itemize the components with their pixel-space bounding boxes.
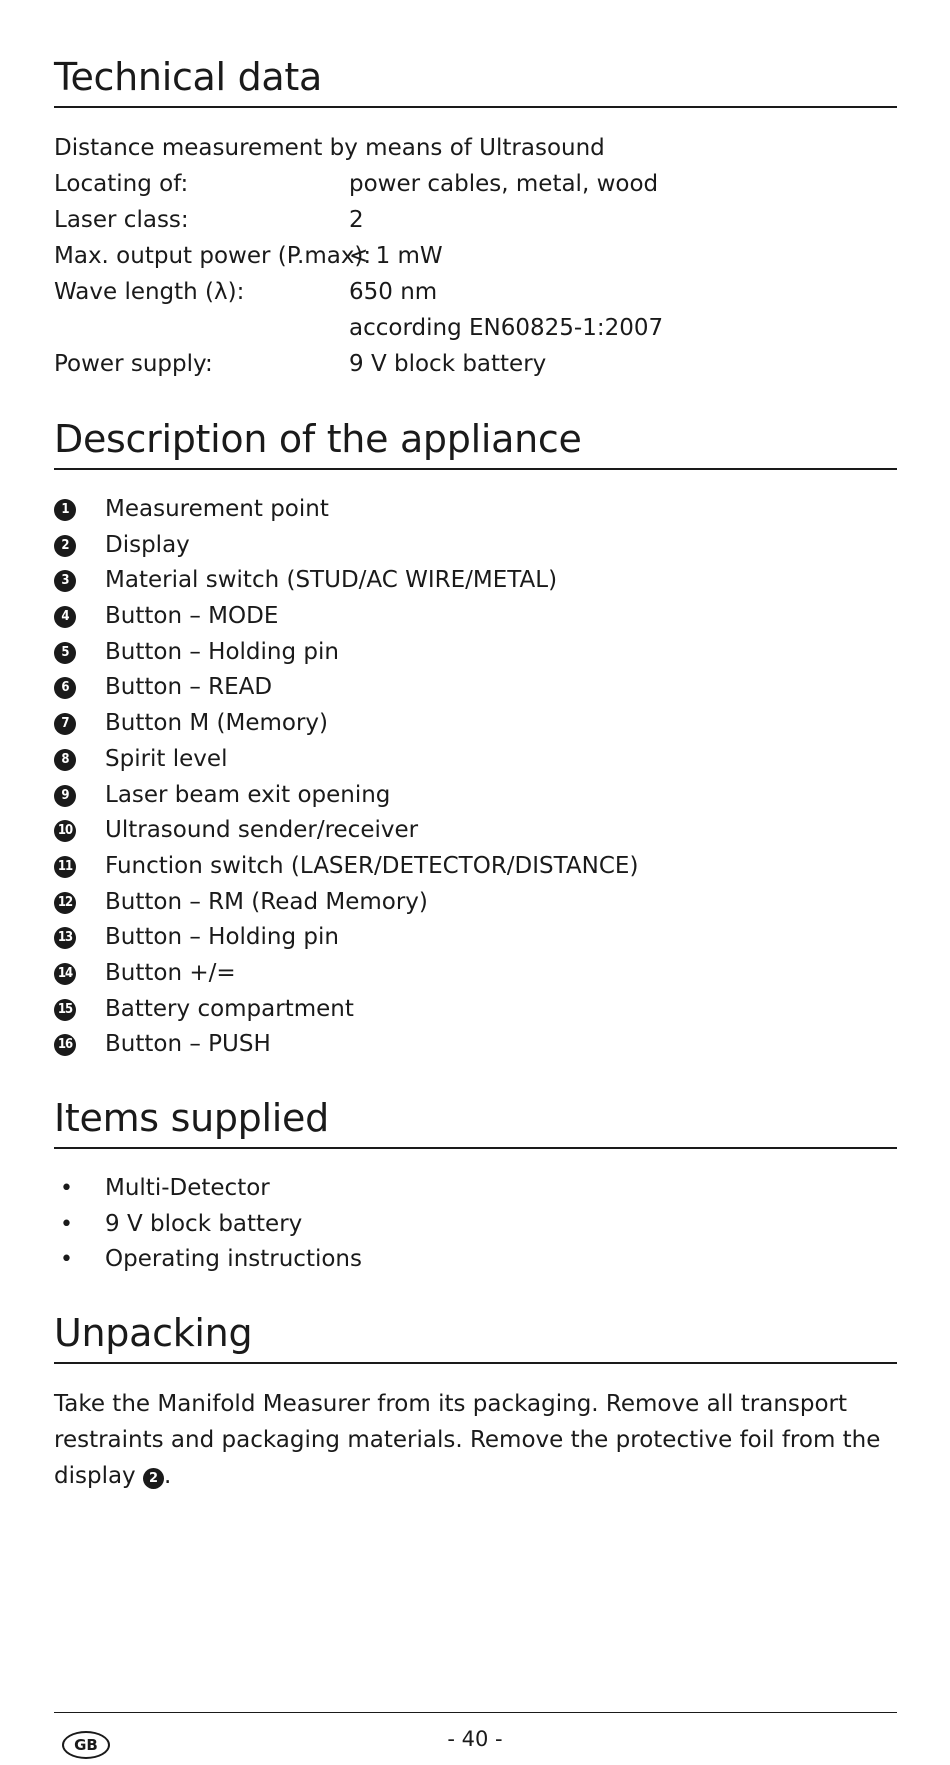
country-badge: GB bbox=[62, 1731, 110, 1759]
list-item bbox=[54, 528, 897, 564]
technical-data-section bbox=[54, 52, 897, 382]
number-badge: 4 bbox=[54, 606, 76, 628]
number-badge: 9 bbox=[54, 785, 76, 807]
item-text: Button – Holding pin bbox=[105, 638, 339, 665]
list-item bbox=[54, 742, 897, 778]
list-item bbox=[54, 992, 897, 1028]
list-item bbox=[54, 1242, 897, 1278]
item-text: Operating instructions bbox=[105, 1246, 362, 1273]
unpacking-paragraph bbox=[54, 1386, 897, 1494]
spec-label: Locating of: bbox=[54, 171, 189, 197]
number-badge: 11 bbox=[54, 856, 76, 878]
footer-divider bbox=[54, 1712, 897, 1713]
list-item bbox=[54, 563, 897, 599]
number-badge: 16 bbox=[54, 1034, 76, 1056]
section-title-technical-data: Technical data bbox=[54, 52, 897, 108]
number-badge: 8 bbox=[54, 749, 76, 771]
item-text: Multi-Detector bbox=[105, 1175, 270, 1201]
item-text: Button – PUSH bbox=[105, 1031, 271, 1058]
list-item bbox=[54, 885, 897, 921]
description-section bbox=[54, 414, 897, 1063]
item-text: Laser beam exit opening bbox=[105, 781, 391, 808]
item-text: Ultrasound sender/receiver bbox=[105, 817, 419, 844]
item-text: Spirit level bbox=[105, 745, 228, 772]
number-badge: 2 bbox=[54, 535, 76, 557]
list-item bbox=[54, 706, 897, 742]
number-badge: 7 bbox=[54, 713, 76, 735]
items-supplied-section bbox=[54, 1093, 897, 1278]
item-text: Button – MODE bbox=[105, 603, 279, 630]
number-badge: 10 bbox=[54, 820, 76, 842]
display-reference-badge: 2 bbox=[143, 1468, 164, 1489]
section-title-items-supplied: Items supplied bbox=[54, 1093, 897, 1149]
section-title-unpacking: Unpacking bbox=[54, 1308, 897, 1364]
number-badge: 14 bbox=[54, 963, 76, 985]
page-number: - 40 - bbox=[447, 1727, 503, 1751]
item-text: Button – Holding pin bbox=[105, 924, 339, 951]
spec-row bbox=[54, 238, 897, 274]
spec-label: Max. output power (P.max): bbox=[54, 243, 372, 269]
unpacking-text: Take the Manifold Measurer from its packaging. Remove all transport restraints and packaging materials. Remove the protective foil from the display bbox=[54, 1391, 881, 1489]
list-item bbox=[54, 599, 897, 635]
list-item bbox=[54, 1171, 897, 1207]
unpacking-text-end: . bbox=[163, 1463, 172, 1489]
number-badge: 5 bbox=[54, 642, 76, 664]
item-text: Display bbox=[105, 531, 190, 558]
list-item bbox=[54, 849, 897, 885]
spec-value: 2 bbox=[349, 207, 364, 233]
spec-row bbox=[54, 202, 897, 238]
bullet-icon: • bbox=[60, 1247, 73, 1273]
spec-label: Laser class: bbox=[54, 207, 189, 233]
number-badge: 1 bbox=[54, 499, 76, 521]
bullet-icon: • bbox=[60, 1176, 73, 1201]
number-badge: 13 bbox=[54, 927, 76, 949]
section-title-description: Description of the appliance bbox=[54, 414, 897, 470]
item-text: Button +/= bbox=[105, 959, 236, 986]
technical-data-intro: Distance measurement by means of Ultrasound bbox=[54, 135, 605, 161]
spec-label: Wave length (λ): bbox=[54, 279, 245, 305]
number-badge: 12 bbox=[54, 892, 76, 914]
spec-row bbox=[54, 346, 897, 382]
spec-label: Power supply: bbox=[54, 351, 213, 377]
list-item bbox=[54, 1207, 897, 1243]
item-text: Battery compartment bbox=[105, 995, 354, 1022]
item-text: 9 V block battery bbox=[105, 1210, 303, 1237]
list-item bbox=[54, 813, 897, 849]
list-item bbox=[54, 1027, 897, 1063]
spec-value: according EN60825-1:2007 bbox=[349, 315, 664, 341]
item-text: Button – RM (Read Memory) bbox=[105, 888, 428, 915]
list-item bbox=[54, 492, 897, 528]
item-text: Material switch (STUD/AC WIRE/METAL) bbox=[105, 567, 558, 594]
number-badge: 3 bbox=[54, 570, 76, 592]
list-item bbox=[54, 635, 897, 671]
list-item bbox=[54, 920, 897, 956]
list-item bbox=[54, 956, 897, 992]
spec-row bbox=[54, 274, 897, 310]
list-item bbox=[54, 778, 897, 814]
unpacking-section bbox=[54, 1308, 897, 1494]
spec-row bbox=[54, 310, 897, 346]
spec-value: 9 V block battery bbox=[349, 351, 547, 377]
item-text: Button – READ bbox=[105, 674, 273, 701]
number-badge: 15 bbox=[54, 999, 76, 1021]
list-item bbox=[54, 670, 897, 706]
spec-value: 650 nm bbox=[349, 279, 438, 305]
number-badge: 6 bbox=[54, 677, 76, 699]
item-text: Function switch (LASER/DETECTOR/DISTANCE) bbox=[105, 852, 639, 879]
spec-value: power cables, metal, wood bbox=[349, 171, 659, 197]
item-text: Measurement point bbox=[105, 496, 329, 522]
spec-value: < 1 mW bbox=[349, 243, 443, 269]
item-text: Button M (Memory) bbox=[105, 710, 328, 737]
spec-row bbox=[54, 166, 897, 202]
bullet-icon: • bbox=[60, 1211, 73, 1237]
